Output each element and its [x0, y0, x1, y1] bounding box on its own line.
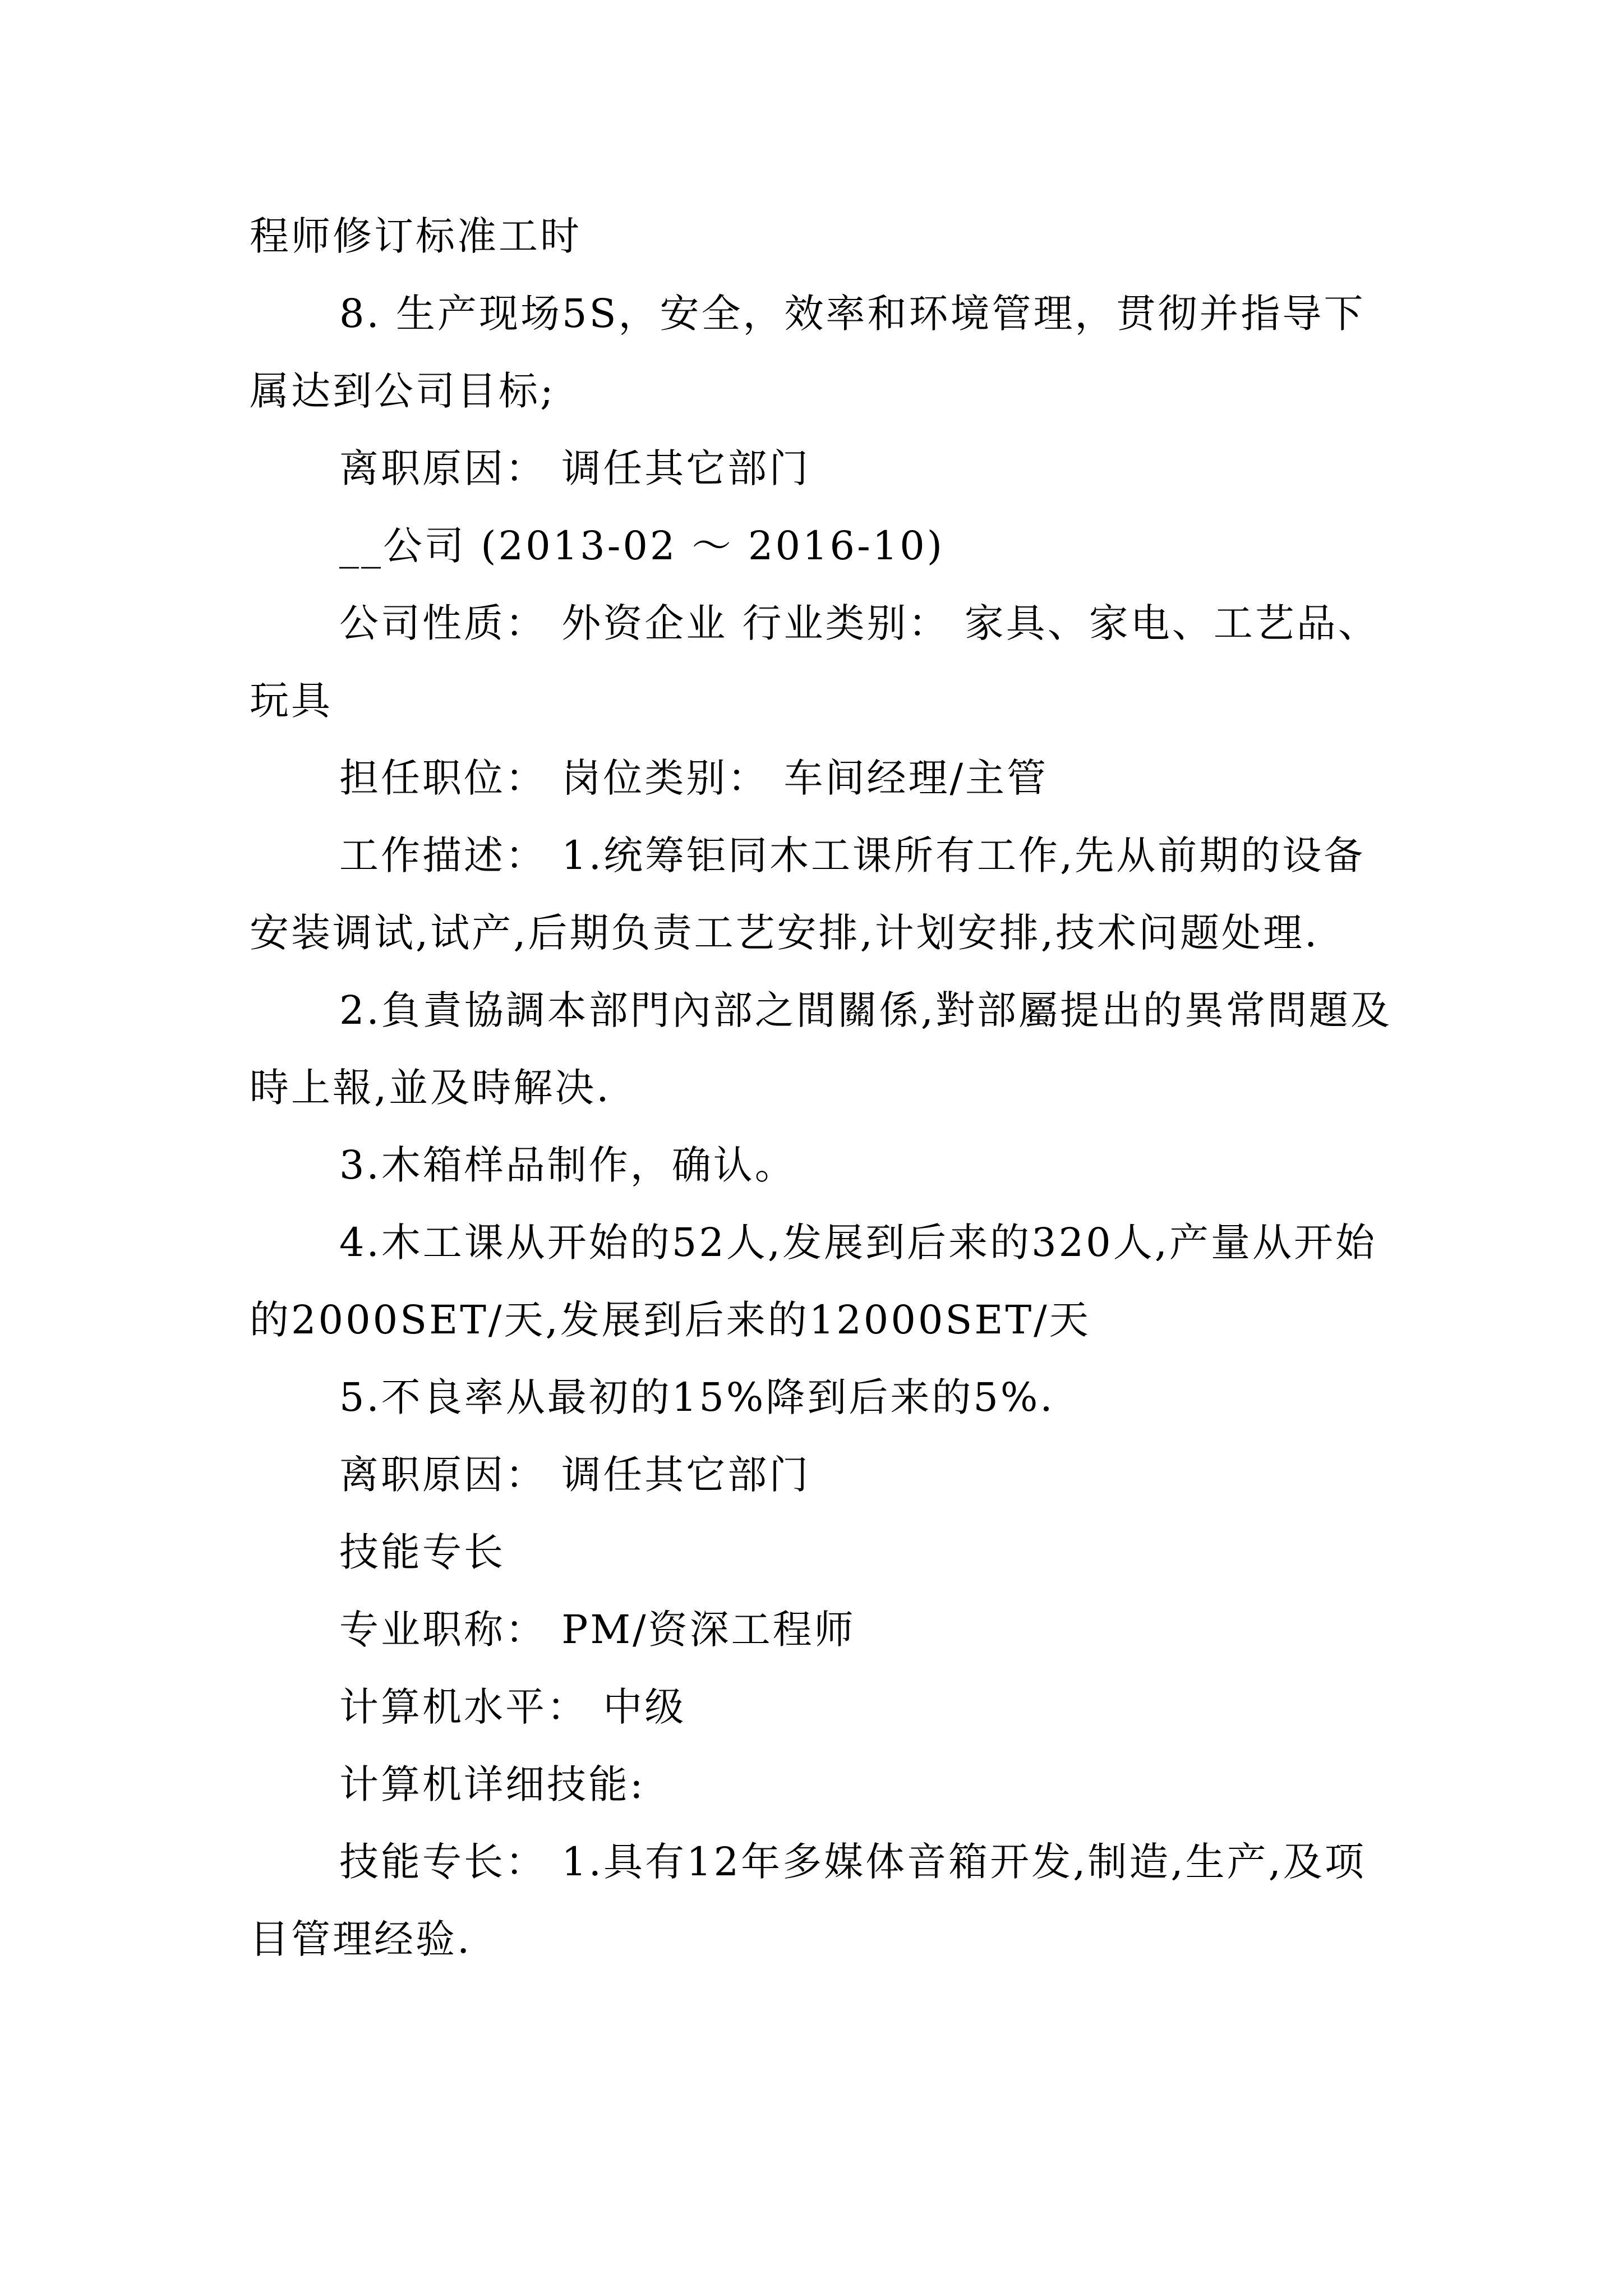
paragraph-leave-reason-2: 离职原因： 调任其它部门 [339, 1452, 811, 1498]
paragraph-computer-level: 计算机水平： 中级 [339, 1684, 686, 1730]
paragraph-leave-reason-1: 离职原因： 调任其它部门 [339, 445, 811, 491]
paragraph-job-description: 工作描述： 1.统筹钜同木工课所有工作,先从前期的设备安装调试,试产,后期负责工艺安排,计划安排,技术问题处理. [250, 832, 1366, 956]
paragraph-defect-rate: 5.不良率从最初的15%降到后来的5%. [339, 1374, 1055, 1420]
paragraph-skill-expertise: 技能专长： 1.具有12年多媒体音箱开发,制造,生产,及项目管理经验. [250, 1839, 1366, 1962]
paragraph-wooden-box-sample: 3.木箱样品制作，确认。 [339, 1142, 796, 1188]
paragraph-position: 担任职位： 岗位类别： 车间经理/主管 [339, 755, 1049, 801]
document-body [250, 197, 1394, 1978]
paragraph-professional-title: 专业职称： PM/资深工程师 [339, 1607, 856, 1653]
paragraph-company-nature: 公司性质： 外资企业 行业类别： 家具、家电、工艺品、玩具 [250, 600, 1380, 724]
section-heading-skills: 技能专长 [339, 1529, 505, 1575]
paragraph-headcount-output: 4.木工课从开始的52人,发展到后来的320人,产量从开始的2000SET/天,发展到后来的12000SET/天 [250, 1220, 1377, 1343]
paragraph-company-period: __公司 (2013-02 ～ 2016-10) [339, 523, 945, 569]
paragraph-standard-hours: 程师修订标准工时 [250, 213, 582, 259]
paragraph-coordination: 2.負責協調本部門內部之間關係,對部屬提出的異常問題及時上報,並及時解决. [250, 987, 1393, 1111]
paragraph-5s-management: 8. 生产现场5S，安全，效率和环境管理，贯彻并指导下属达到公司目标; [250, 291, 1366, 414]
paragraph-computer-skills: 计算机详细技能: [339, 1761, 645, 1807]
